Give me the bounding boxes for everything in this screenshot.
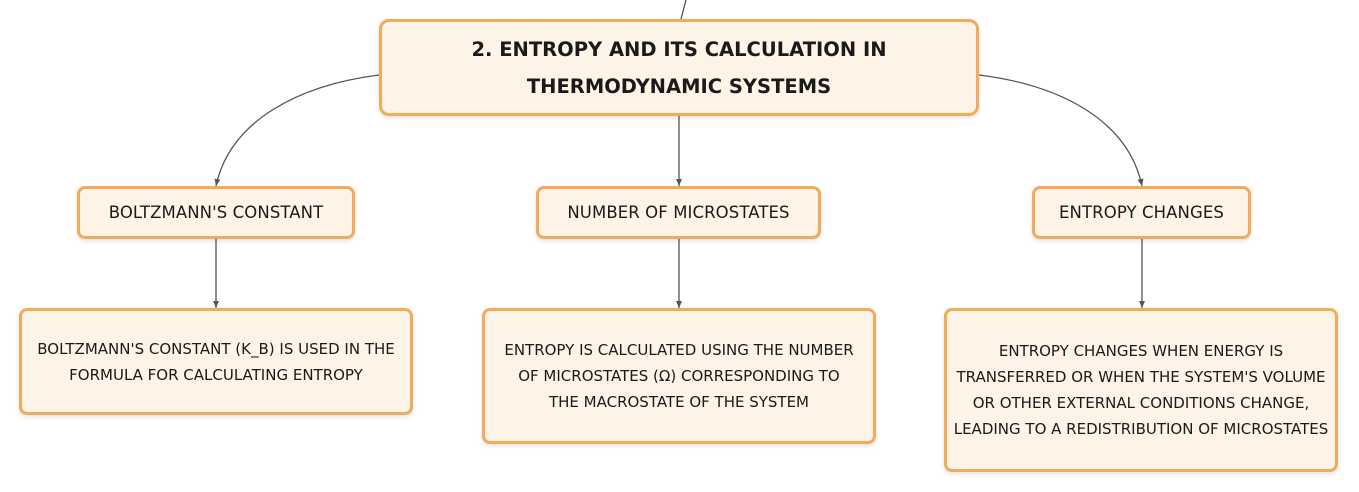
topic-node-boltzmanns-constant[interactable]: [77, 186, 355, 239]
detail-node-number-of-microstates[interactable]: [482, 308, 876, 444]
detail-text: BOLTZMANN'S CONSTANT (K_B) IS USED IN THE FORMULA FOR CALCULATING ENTROPY: [37, 339, 395, 384]
root-title: 2. ENTROPY AND ITS CALCULATION IN THERMODYNAMIC SYSTEMS: [471, 37, 887, 98]
connector-root-to-boltzmann: [216, 75, 379, 186]
topic-node-entropy-changes[interactable]: [1032, 186, 1251, 239]
topic-label: NUMBER OF MICROSTATES: [567, 203, 790, 222]
root-node[interactable]: [379, 19, 979, 116]
detail-node-boltzmanns-constant[interactable]: [19, 308, 413, 415]
connector-root-to-changes: [979, 75, 1142, 186]
incoming-connector: [681, 0, 686, 19]
topic-node-number-of-microstates[interactable]: [536, 186, 821, 239]
topic-label: BOLTZMANN'S CONSTANT: [108, 203, 324, 222]
detail-text: ENTROPY CHANGES WHEN ENERGY IS TRANSFERRED OR WHEN THE SYSTEM'S VOLUME OR OTHER EXTERNAL CONDITIONS CHANGE, LEADING TO A REDISTRIBUTION OF MICROSTATES: [953, 342, 1329, 438]
detail-node-entropy-changes[interactable]: [944, 308, 1338, 472]
detail-text: ENTROPY IS CALCULATED USING THE NUMBER OF MICROSTATES (Ω) CORRESPONDING TO THE MACROSTATE OF THE SYSTEM: [504, 341, 854, 411]
topic-label: ENTROPY CHANGES: [1059, 203, 1224, 222]
